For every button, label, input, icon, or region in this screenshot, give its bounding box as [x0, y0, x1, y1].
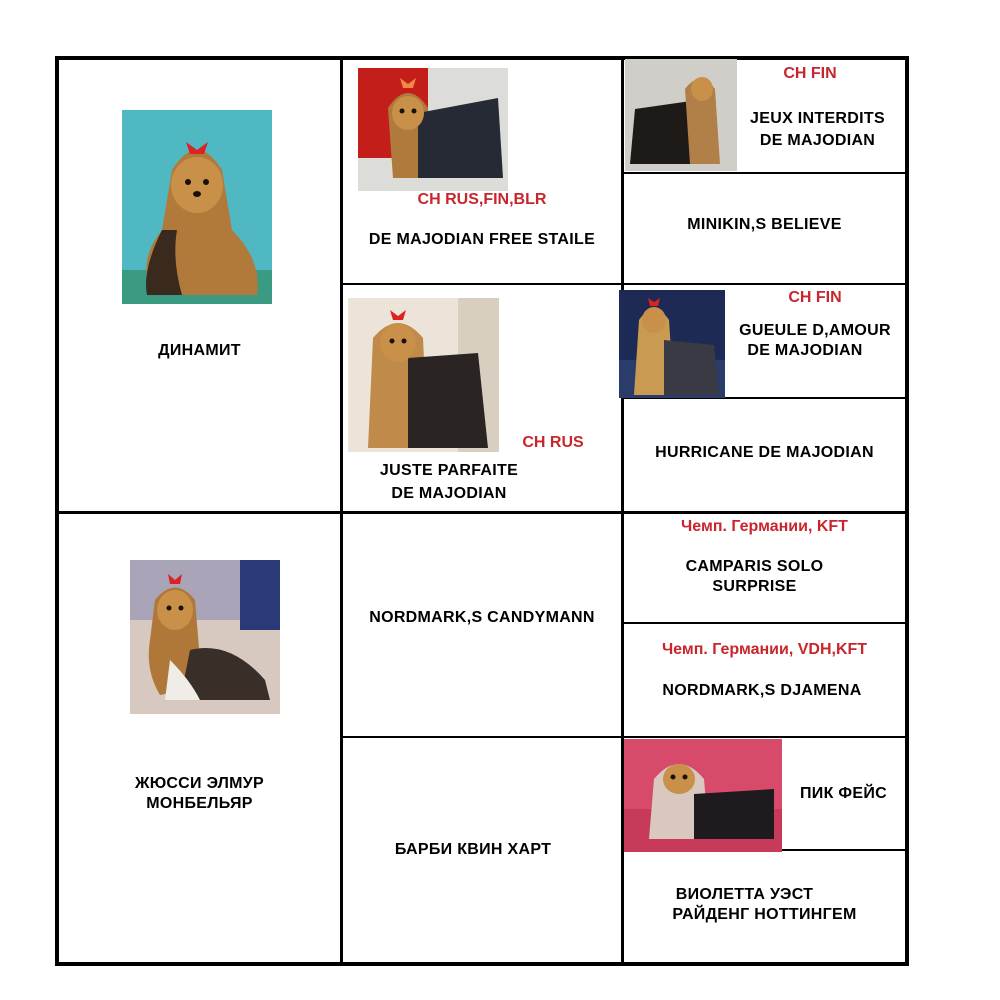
dam-name-line1: ЖЮССИ ЭЛМУР [134, 775, 265, 792]
grid-q1-divider [340, 283, 908, 285]
sire-dam-name-line2: DE MAJODIAN [391, 485, 507, 502]
sd-dam-name: HURRICANE DE MAJODIAN [655, 444, 874, 461]
dam-name-line2: МОНБЕЛЬЯР [146, 795, 253, 812]
dd-dam-name-line1: ВИОЛЕТТА УЭСТ [675, 886, 814, 903]
ss-sire-name-line2: DE MAJODIAN [759, 132, 876, 149]
sd-sire-title: CH FIN [788, 289, 842, 306]
sd-sire-photo [619, 290, 725, 398]
sd-sire-name-line2: DE MAJODIAN [747, 342, 863, 359]
sire-dam-name-line1: JUSTE PARFAITE [379, 462, 519, 479]
sire-sire-photo [358, 68, 508, 191]
ss-dam-name: MINIKIN,S BELIEVE [687, 216, 842, 233]
dam-photo [130, 560, 280, 714]
ss-sire-name-line1: JEUX INTERDITS [750, 110, 885, 127]
yorkshire-terrier-photo-icon [130, 560, 280, 714]
yorkshire-terrier-photo-icon [624, 739, 782, 852]
yorkshire-terrier-photo-icon [358, 68, 508, 191]
sire-dam-photo [348, 298, 499, 452]
sire-dam-title: CH RUS [522, 434, 584, 451]
ss-sire-title: CH FIN [783, 65, 837, 82]
sire-sire-title: CH RUS,FIN,BLR [417, 191, 547, 208]
ds-sire-name-line1: CAMPARIS SOLO [685, 558, 824, 575]
dd-sire-name: ПИК ФЕЙС [800, 785, 887, 802]
grid-q3-divider [340, 736, 908, 738]
sire-sire-name: DE MAJODIAN FREE STAILE [368, 231, 596, 248]
dd-sire-photo [624, 739, 782, 852]
ds-dam-title: Чемп. Германии, VDH,KFT [661, 641, 868, 658]
grid-bottom-border [55, 962, 908, 966]
dam-dam-name: БАРБИ КВИН ХАРТ [394, 841, 552, 858]
grid-mid-divider [55, 511, 908, 514]
sire-photo [122, 110, 272, 304]
dam-sire-name: NORDMARK,S CANDYMANN [369, 609, 595, 626]
grid-r1-divider [621, 172, 908, 174]
yorkshire-terrier-photo-icon [122, 110, 272, 304]
ds-dam-name: NORDMARK,S DJAMENA [662, 682, 862, 699]
dd-dam-name-line2: РАЙДЕНГ НОТТИНГЕМ [672, 906, 857, 923]
grid-r5-divider [621, 622, 908, 624]
ds-sire-name-line2: SURPRISE [712, 578, 797, 595]
sire-name: ДИНАМИТ [158, 342, 241, 359]
yorkshire-terrier-photo-icon [619, 290, 725, 398]
yorkshire-terrier-photo-icon [348, 298, 499, 452]
grid-top-border [55, 56, 908, 60]
ds-sire-title: Чемп. Германии, KFT [681, 518, 848, 535]
sd-sire-name-line1: GUEULE D,AMOUR [739, 322, 891, 339]
yorkshire-terrier-photo-icon [625, 59, 737, 171]
ss-sire-photo [625, 59, 737, 171]
